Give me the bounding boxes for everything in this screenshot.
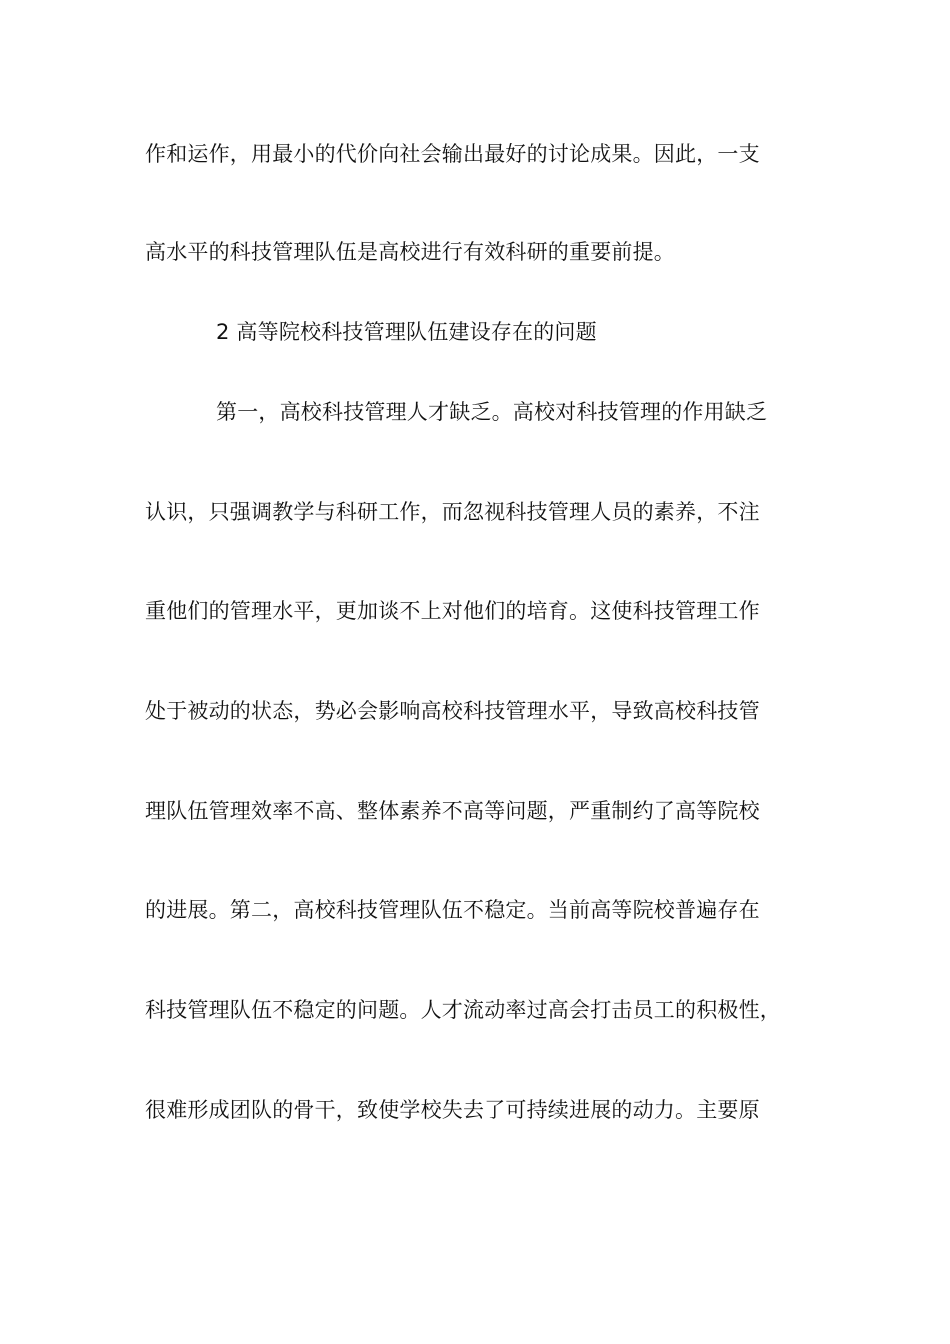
paragraph-line-8: 的进展。第二，高校科技管理队伍不稳定。当前高等院校普遍存在: [145, 898, 760, 922]
paragraph-line-6: 处于被动的状态，势必会影响高校科技管理水平，导致高校科技管: [145, 699, 760, 723]
paragraph-line-7: 理队伍管理效率不高、整体素养不高等问题，严重制约了高等院校: [145, 799, 760, 823]
paragraph-line-10: 很难形成团队的骨干，致使学校失去了可持续进展的动力。主要原: [145, 1098, 760, 1122]
paragraph-line-5: 重他们的管理水平，更加谈不上对他们的培育。这使科技管理工作: [145, 599, 760, 623]
paragraph-line-9: 科技管理队伍不稳定的问题。人才流动率过高会打击员工的积极性，: [145, 998, 781, 1022]
paragraph-line-3: 第一，高校科技管理人才缺乏。高校对科技管理的作用缺乏: [216, 400, 768, 424]
paragraph-line-4: 认识，只强调教学与科研工作，而忽视科技管理人员的素养，不注: [145, 500, 760, 524]
paragraph-line-2: 高水平的科技管理队伍是高校进行有效科研的重要前提。: [145, 240, 675, 264]
paragraph-line-1: 作和运作，用最小的代价向社会输出最好的讨论成果。因此，一支: [145, 142, 760, 166]
section-heading: 2 高等院校科技管理队伍建设存在的问题: [216, 320, 597, 344]
